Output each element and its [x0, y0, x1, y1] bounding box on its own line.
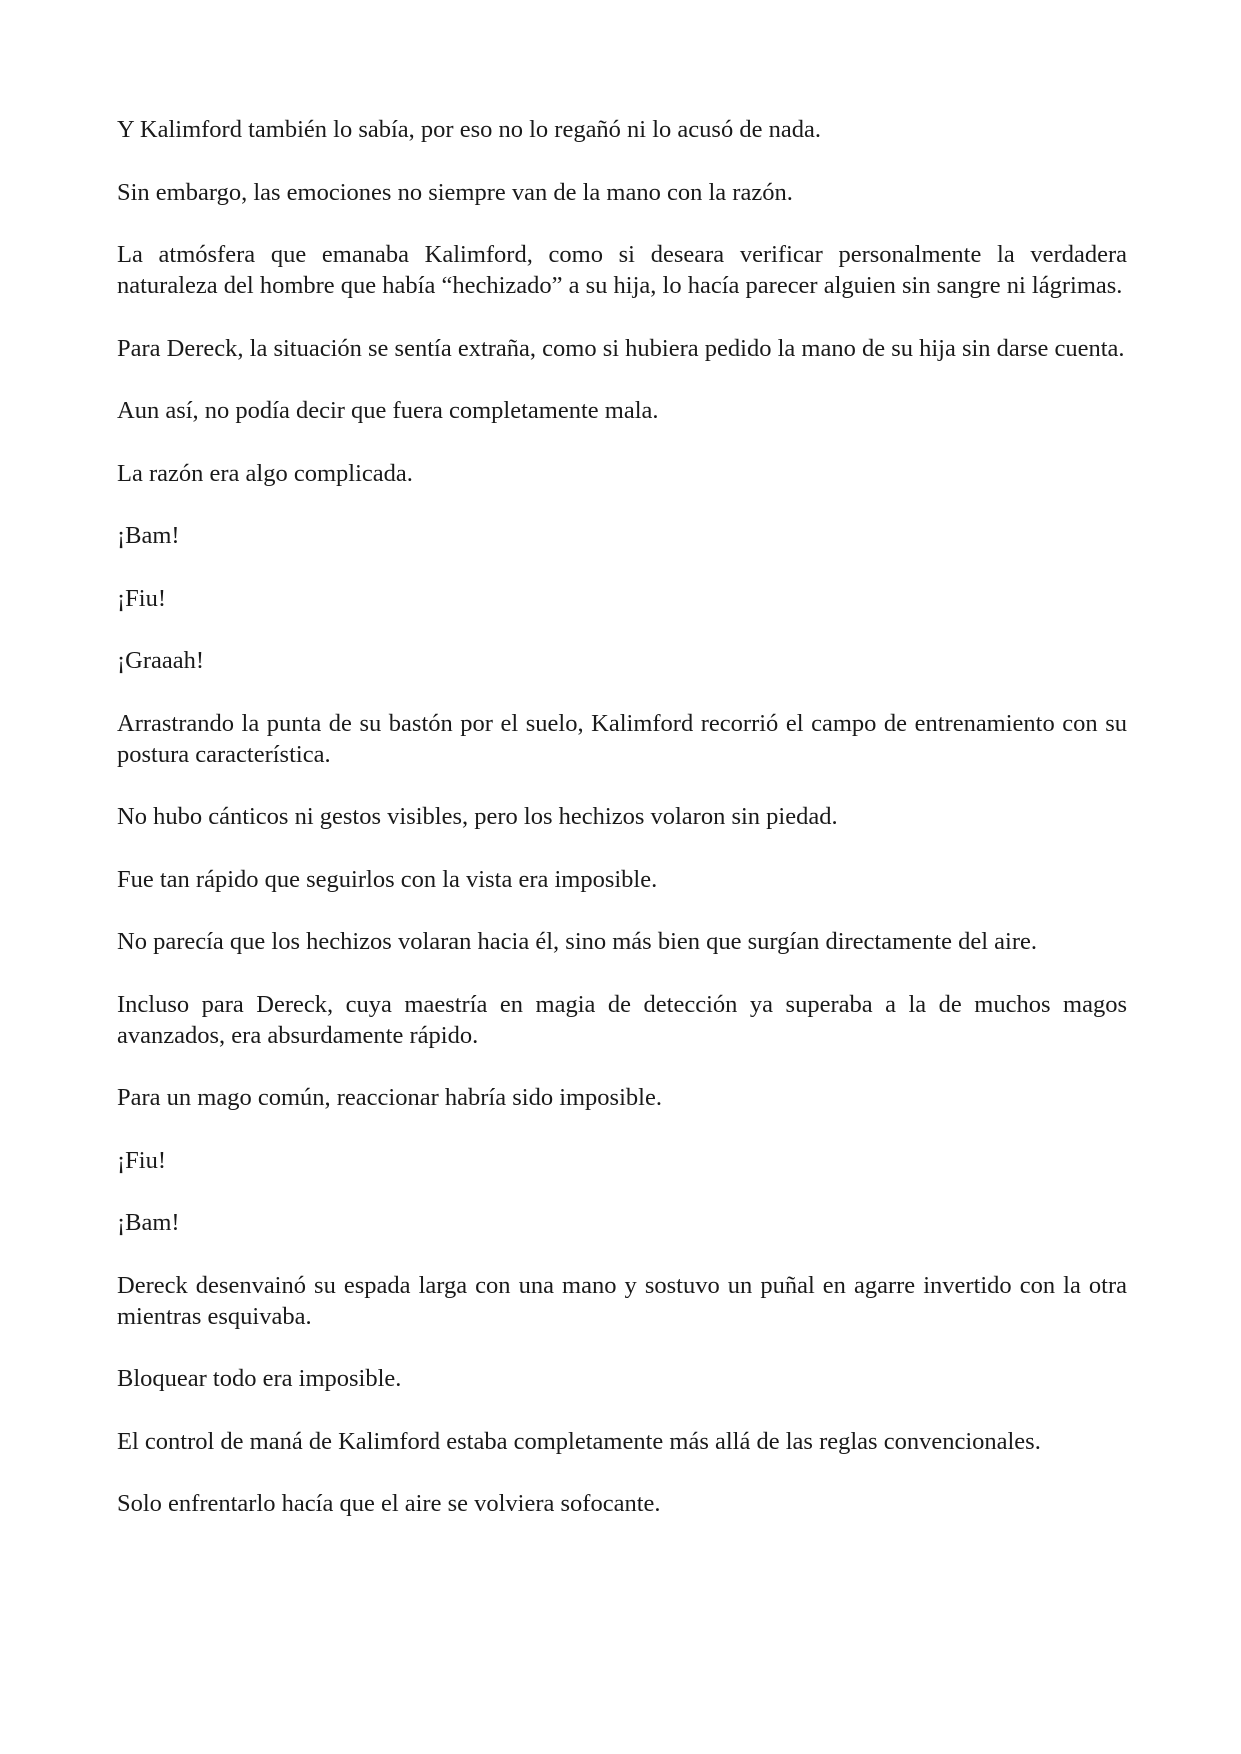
paragraph-11: No hubo cánticos ni gestos visibles, pero los hechizos volaron sin piedad. [117, 803, 838, 830]
paragraph-1: Y Kalimford también lo sabía, por eso no lo regañó ni lo acusó de nada. [117, 116, 821, 143]
paragraph-10: Arrastrando la punta de su bastón por el suelo, Kalimford recorrió el campo de entrenamiento con su postura característica. [117, 709, 1127, 768]
paragraph-16: ¡Fiu! [117, 1146, 166, 1174]
paragraph-19: Bloquear todo era imposible. [117, 1365, 402, 1392]
paragraph-3: La atmósfera que emanaba Kalimford, como si deseara verificar personalmente la verdadera naturaleza del hombre que había “hechizado” a su hija, lo hacía parecer alguien sin sangre ni lágrimas. [117, 241, 1127, 299]
paragraph-13: No parecía que los hechizos volaran hacia él, sino más bien que surgían directamente del aire. [117, 928, 1037, 955]
paragraph-15: Para un mago común, reaccionar habría sido imposible. [117, 1084, 662, 1111]
paragraph-14: Incluso para Dereck, cuya maestría en magia de detección ya superaba a la de muchos magos avanzados, era absurdamente rápido. [117, 990, 1127, 1049]
paragraph-2: Sin embargo, las emociones no siempre van de la mano con la razón. [117, 178, 793, 206]
paragraph-20: El control de maná de Kalimford estaba completamente más allá de las reglas convencionales. [117, 1427, 1041, 1455]
paragraph-21: Solo enfrentarlo hacía que el aire se volviera sofocante. [117, 1490, 661, 1517]
paragraph-9: ¡Graaah! [117, 647, 205, 674]
paragraph-5: Aun así, no podía decir que fuera completamente mala. [117, 397, 659, 424]
paragraph-6: La razón era algo complicada. [117, 459, 413, 487]
body-text [117, 114, 1127, 1551]
paragraph-12: Fue tan rápido que seguirlos con la vista era imposible. [117, 865, 658, 893]
paragraph-17: ¡Bam! [117, 1209, 180, 1236]
paragraph-8: ¡Fiu! [117, 584, 166, 612]
paragraph-7: ¡Bam! [117, 522, 180, 549]
paragraph-18: Dereck desenvainó su espada larga con una mano y sostuvo un puñal en agarre invertido con la otra mientras esquivaba. [117, 1271, 1127, 1330]
paragraph-4: Para Dereck, la situación se sentía extraña, como si hubiera pedido la mano de su hija sin darse cuenta. [117, 334, 1125, 362]
